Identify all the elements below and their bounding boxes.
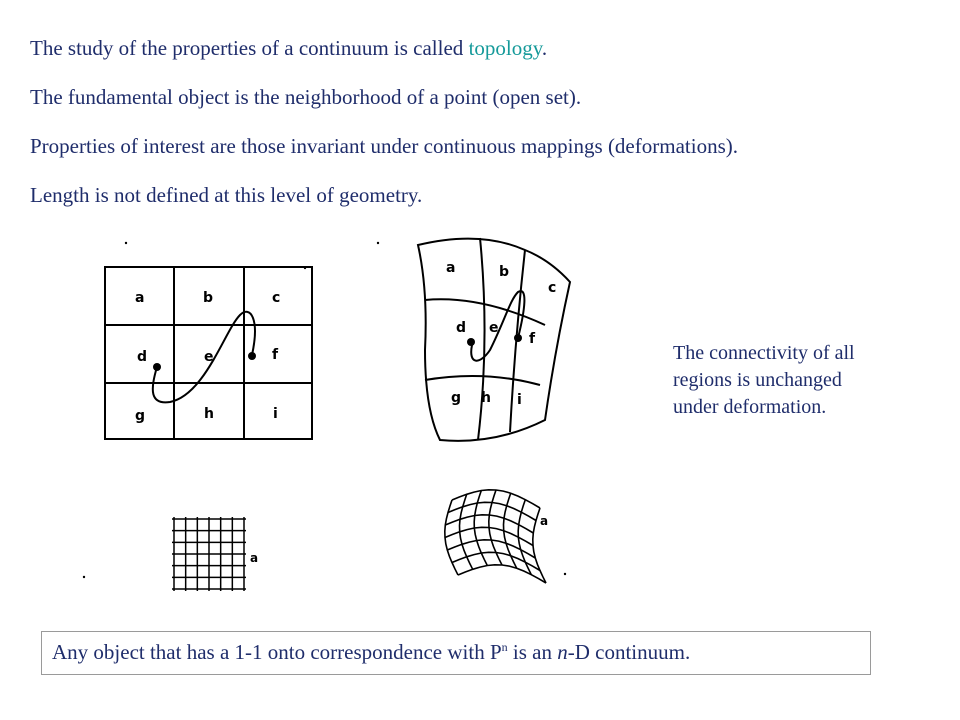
deformed-grid-figure (418, 238, 570, 441)
deformed-label-g: g (451, 390, 462, 406)
deformed-label-i: i (517, 392, 522, 408)
deformed-grid-line (478, 238, 485, 440)
regular-label-d: d (137, 349, 148, 365)
regular-label-g: g (135, 408, 146, 424)
regular-label-b: b (203, 290, 214, 306)
stray-dot (304, 267, 306, 269)
deformed-label-d: d (456, 320, 467, 336)
stray-dot (83, 576, 85, 578)
regular-label-a: a (135, 290, 145, 306)
deformed-label-c: c (548, 280, 557, 296)
stray-dot (564, 573, 566, 575)
stray-dot (377, 242, 379, 244)
deformed-label-a: a (446, 260, 456, 276)
deformed-label-f: f (529, 331, 536, 347)
regular-label-e: e (204, 349, 214, 365)
deformed-label-b: b (499, 264, 510, 280)
regular-label-c: c (272, 290, 281, 306)
statement-neighborhood: The fundamental object is the neighborhood of a point (open set). (30, 85, 582, 109)
note-line: under deformation. (673, 396, 827, 418)
topology-term: topology (468, 36, 542, 60)
statement-invariance: Properties of interest are those invariant under continuous mappings (deformations). (30, 134, 738, 158)
regular-label-f: f (272, 347, 279, 363)
note-line: The connectivity of all (673, 342, 855, 364)
regular-label-h: h (204, 406, 214, 422)
regular-path-end-dot (248, 352, 256, 360)
small-regular-label-a: a (250, 551, 259, 565)
note-line: regions is unchanged (673, 369, 842, 391)
regular-path-start-dot (153, 363, 161, 371)
small-deformed-label-a: a (540, 514, 549, 528)
deformed-path-start-dot (467, 338, 475, 346)
small-deformed-grid (445, 490, 549, 583)
deformed-label-h: h (481, 390, 491, 406)
statement-topology: The study of the properties of a continuum is called topology. (30, 36, 548, 60)
deformed-label-e: e (489, 320, 499, 336)
stray-dot (125, 242, 127, 244)
statement-length: Length is not defined at this level of geometry. (30, 183, 423, 207)
deformed-path-end-dot (514, 334, 522, 342)
continuum-definition-box: Any object that has a 1-1 onto correspondence with $P^n$ is an n-D continuum. (41, 631, 871, 675)
small-regular-grid (172, 517, 246, 591)
regular-label-i: i (273, 406, 278, 422)
connectivity-note (673, 340, 933, 421)
